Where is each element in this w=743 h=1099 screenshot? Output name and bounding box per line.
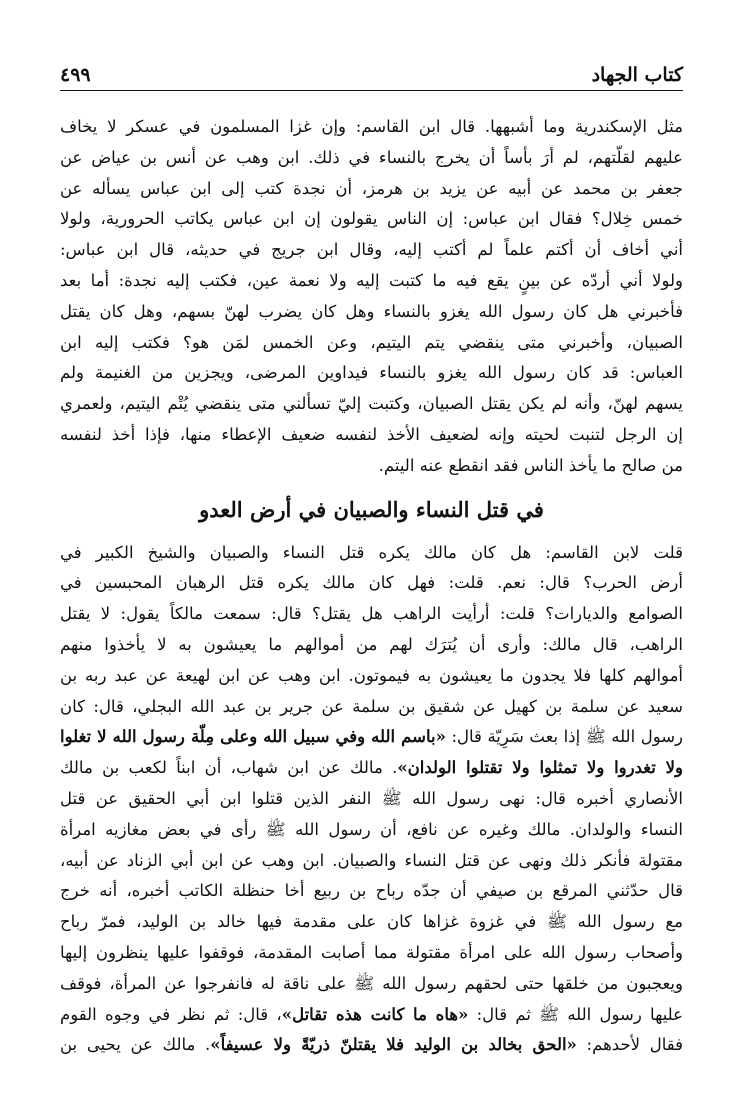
text-line: قال حدّثني المرقع بن صيفي أن جدّه رباح بن ربيع أخا حنظلة الكاتب أخبره، أنه خرج [60, 881, 683, 901]
text-line: النساء والولدان. مالك وغيره عن نافع، أن رسول الله ﷺ رأى في بعض مغازيه امرأة [60, 819, 683, 839]
text-line: وأصحاب رسول الله على امرأة مقتولة مما أصابت المقدمة، فوقفوا عليها ينظرون إليها [60, 942, 683, 962]
text-line [60, 1030, 683, 1061]
text-line: خمس خِلال؟ فقال ابن عباس: إن الناس يقولون إن ابن عباس يكاتب الحرورية، ولولا [60, 209, 683, 229]
text-line: قلت لابن القاسم: هل كان مالك يكره قتل النساء والصبيان والشيخ الكبير في [60, 542, 683, 562]
body-text [60, 112, 683, 1061]
hadith-quote: «الحق بخالد بن الوليد فلا يقتلنّ ذريّةً ولا عسيفاً» [210, 1035, 577, 1055]
hadith-quote: «باسم الله وفي سبيل الله وعلى مِلّة رسول الله لا تغلوا [60, 727, 446, 747]
text-line: الراهب، قال مالك: وأرى أن يُترَك لهم من أموالهم ما يعيشون به لا يأخذوا منهم [60, 634, 683, 654]
text-line: الصبيان، وأخبرني متى ينقضي يتم اليتيم، وعن الخمس لمَن هو؟ فكتب إليه ابن [60, 332, 683, 352]
text-segment: رسول الله ﷺ إذا بعث سَرِيّة قال: [451, 727, 683, 747]
section-heading: في قتل النساء والصبيان في أرض العدو [199, 496, 544, 522]
text-line: العباس: قد كان رسول الله يغزو بالنساء فيداوين المرضى، ويجزين من الغنيمة ولم [60, 363, 683, 383]
text-segment: . مالك عن ابن شهاب، أن ابناً لكعب بن مالك [60, 758, 398, 778]
text-line: أرض الحرب؟ قال: نعم. قلت: فهل كان مالك يكره قتل الرهبان المحبسين في [60, 573, 683, 593]
text-line [60, 722, 683, 753]
text-segment: عليها رسول الله ﷺ ثم قال: [476, 1004, 683, 1024]
text-line: ولولا أني أردّه عن بينٍ يقع فيه ما كتبت إليه ولا نعمة عين، فكتب إليه نجدة: أما بعد [60, 270, 683, 290]
text-line: مع رسول الله ﷺ في غزوة غزاها كان على مقدمة فيها خالد بن الوليد، فمرّ رباح [60, 912, 683, 932]
text-segment: . مالك عن يحيى بن [60, 1035, 211, 1055]
text-segment: ، قال: ثم نظر في وجوه القوم [60, 1004, 282, 1024]
text-line: مثل الإسكندرية وما أشبهها. قال ابن القاسم: وإن غزا المسلمون في عسكر لا يخاف [60, 117, 683, 136]
text-line: إن الرجل لتنبت لحيته وإنه لضعيف الأخذ لنفسه ضعيف الإعطاء منها، فإذا أخذ لنفسه [60, 424, 683, 444]
text-line [60, 753, 683, 784]
text-segment: فقال لأحدهم: [586, 1035, 683, 1055]
text-line: الصوامع والديارات؟ قلت: أرأيت الراهب هل يقتل؟ قال: سمعت مالكاً يقول: لا يقتل [60, 604, 683, 624]
text-line: من صالح ما يأخذ الناس فقد انقطع عنه اليتم. [378, 455, 683, 475]
page-number: ٤٩٩ [60, 64, 91, 86]
text-line: ويعجبون من خلقها حتى لحقهم رسول الله ﷺ على ناقة له فانفرجوا عن المرأة، فوقف [60, 973, 683, 993]
text-line: جعفر بن محمد عن أبيه عن يزيد بن هرمز، أن نجدة كتب إلى ابن عباس يسأله عن [60, 178, 683, 198]
hadith-quote: «هاه ما كانت هذه تقاتل» [281, 1004, 469, 1024]
text-line: أموالهم كلها فلا يجدون ما يعيشون به فيموتون. ابن وهب عن ابن لهيعة عن عبد ربه بن [60, 665, 683, 685]
running-title: كتاب الجهاد [591, 64, 683, 86]
text-line: مقتولة فأنكر ذلك ونهى عن قتل النساء والصبيان. ابن وهب عن ابن أبي الزناد عن أبيه، [60, 850, 683, 870]
text-line: سعيد عن سلمة بن كهيل عن شقيق بن سلمة عن جرير بن عبد الله البجلي، قال: كان [60, 696, 683, 716]
hadith-quote: ولا تغدروا ولا تمثلوا ولا تقتلوا الولدان» [397, 758, 683, 778]
text-line: فأخبرني هل كان رسول الله يغزو بالنساء وهل كان يضرب لهنّ بسهم، وهل كان يقتل [60, 301, 683, 321]
page-header [60, 60, 683, 91]
text-line: الأنصاري أخبره قال: نهى رسول الله ﷺ النفر الذين قتلوا ابن أبي الحقيق عن قتل [60, 788, 683, 808]
text-line: عليهم لقلّتهم، لم أرَ بأساً أن يخرج بالنساء في ذلك. ابن وهب عن أنس بن عياض عن [60, 147, 683, 167]
text-line: أني أخاف أن أكتم علماً لم أكتب إليه، وقال ابن جريج في حديثه، قال ابن عباس: [60, 240, 683, 260]
text-line: يسهم لهنّ، وأنه لم يكن يقتل الصبيان، وكتبت إليّ تسألني متى ينقضي يُتْم اليتيم، ولعمري [60, 394, 683, 414]
text-line [60, 1000, 683, 1031]
